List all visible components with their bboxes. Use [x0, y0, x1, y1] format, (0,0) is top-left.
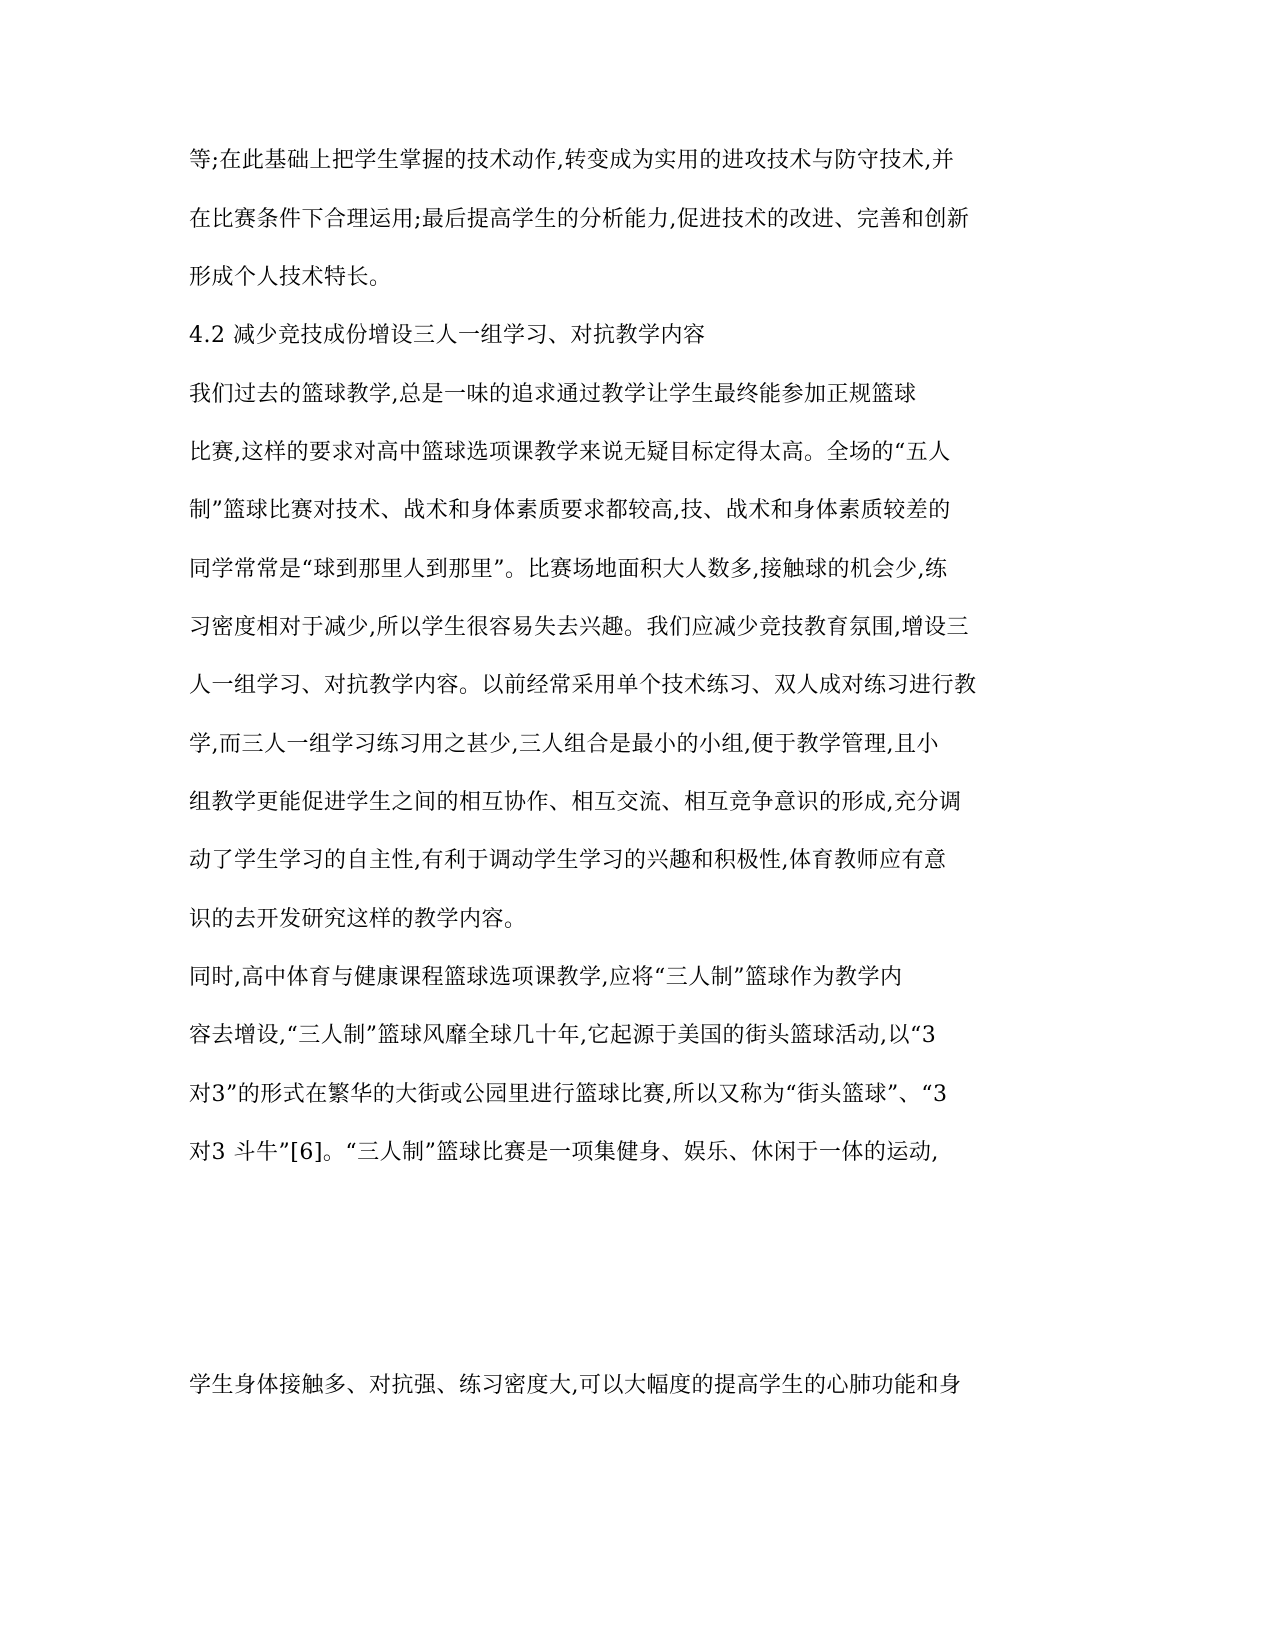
- text-line: 同时,高中体育与健康课程篮球选项课教学,应将“三人制”篮球作为教学内: [189, 965, 903, 990]
- text-line: 习密度相对于减少,所以学生很容易失去兴趣。我们应减少竞技教育氛围,增设三: [189, 615, 969, 640]
- text-line: 形成个人技术特长。: [189, 265, 392, 290]
- text-line: 比赛,这样的要求对高中篮球选项课教学来说无疑目标定得太高。全场的“五人: [189, 440, 951, 465]
- text-line: 我们过去的篮球教学,总是一味的追求通过教学让学生最终能参加正规篮球: [189, 382, 917, 407]
- text-line: 容去增设,“三人制”篮球风靡全球几十年,它起源于美国的街头篮球活动,以“3: [189, 1023, 937, 1048]
- text-line: 人一组学习、对抗教学内容。以前经常采用单个技术练习、双人成对练习进行教: [189, 673, 977, 698]
- text-line: 学,而三人一组学习练习用之甚少,三人组合是最小的小组,便于教学管理,且小: [189, 732, 939, 757]
- text-line: 识的去开发研究这样的教学内容。: [189, 907, 527, 932]
- text-line: 动了学生学习的自主性,有利于调动学生学习的兴趣和积极性,体育教师应有意: [189, 848, 947, 873]
- text-line: 制”篮球比赛对技术、战术和身体素质要求都较高,技、战术和身体素质较差的: [189, 498, 951, 523]
- text-line: 等;在此基础上把学生掌握的技术动作,转变成为实用的进攻技术与防守技术,并: [189, 148, 955, 173]
- text-line: 组教学更能促进学生之间的相互协作、相互交流、相互竞争意识的形成,充分调: [189, 790, 962, 815]
- text-line: 对3”的形式在繁华的大街或公园里进行篮球比赛,所以又称为“街头篮球”、“3: [189, 1082, 948, 1107]
- section-heading: 4.2 减少竞技成份增设三人一组学习、对抗教学内容: [189, 323, 706, 348]
- text-line: 对3 斗牛”[6]。“三人制”篮球比赛是一项集健身、娱乐、休闲于一体的运动,: [189, 1140, 939, 1165]
- text-line: 同学常常是“球到那里人到那里”。比赛场地面积大人数多,接触球的机会少,练: [189, 557, 948, 582]
- text-line: 学生身体接触多、对抗强、练习密度大,可以大幅度的提高学生的心肺功能和身: [189, 1373, 962, 1398]
- text-line: 在比赛条件下合理运用;最后提高学生的分析能力,促进技术的改进、完善和创新: [189, 207, 970, 232]
